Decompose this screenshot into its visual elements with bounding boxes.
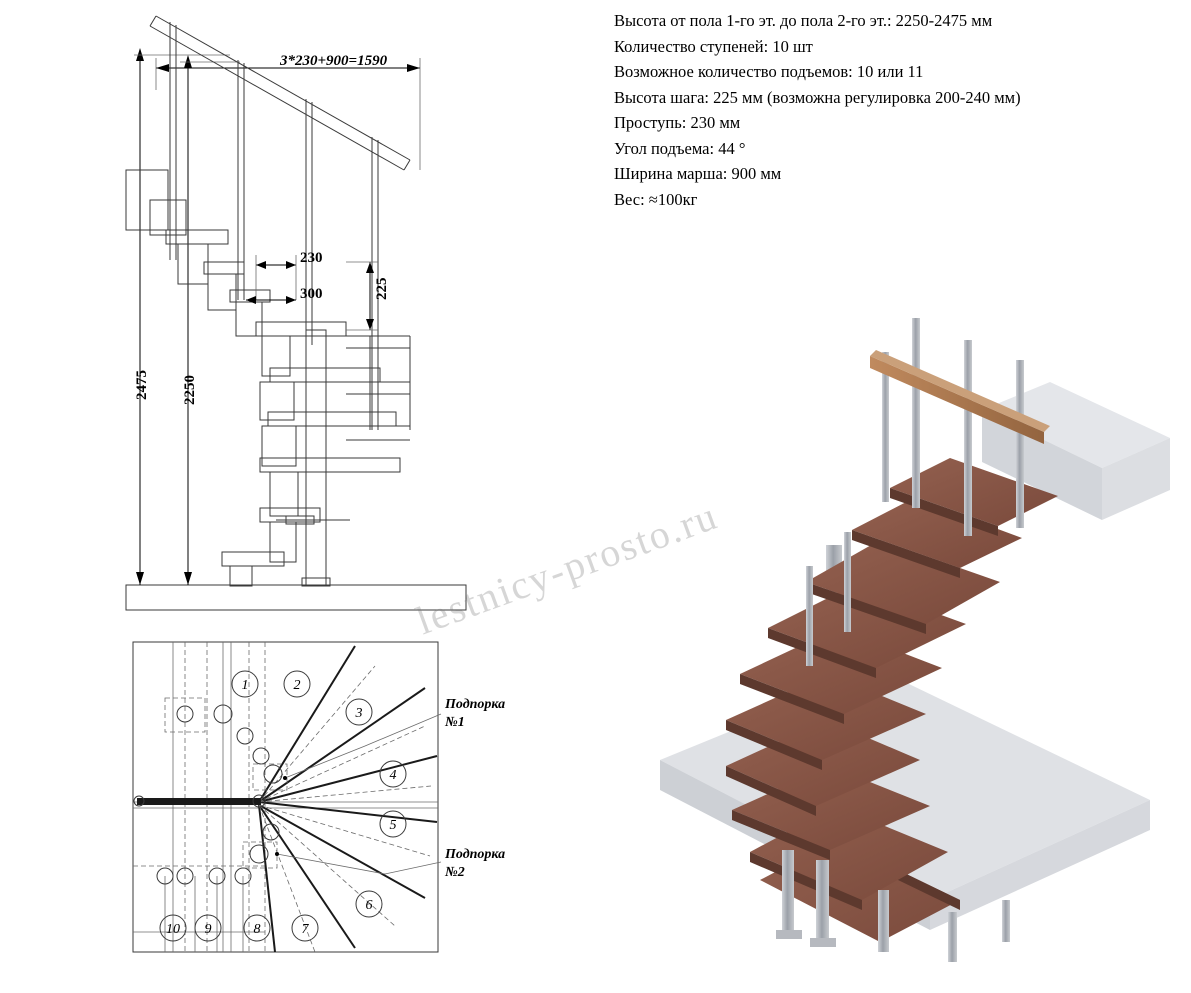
svg-text:8: 8	[253, 922, 261, 937]
dim-total-height-label: 2475	[134, 370, 150, 400]
step-bubble-4	[380, 761, 406, 787]
elevation-drawing	[110, 0, 510, 625]
step-bubble-5	[380, 811, 406, 837]
plan-frame	[133, 642, 438, 952]
svg-text:10: 10	[166, 922, 180, 937]
svg-text:Подпорка: Подпорка	[445, 847, 506, 862]
spec-line-weight: Вес: ≈100кг	[614, 189, 698, 209]
plan-node-circles	[157, 698, 287, 884]
support-callout-1	[444, 697, 505, 730]
svg-text:№2: №2	[445, 865, 465, 880]
svg-text:2: 2	[293, 678, 301, 693]
handrail	[150, 16, 410, 170]
plan-drawing	[125, 636, 555, 986]
plan-handrail	[134, 795, 265, 807]
plan-svg	[125, 636, 555, 986]
dim-step-depth-label: 300	[300, 286, 323, 302]
plan-grid	[133, 642, 438, 952]
spec-line-width: Ширина марша: 900 мм	[614, 164, 782, 183]
plan-radial-lines	[259, 646, 437, 952]
svg-text:5: 5	[389, 818, 397, 833]
dim-floor-height-label: 2250	[182, 375, 198, 405]
svg-text:Подпорка: Подпорка	[445, 697, 506, 712]
spec-line-tread: Проступь: 230 мм	[614, 113, 741, 132]
step-bubble-7	[292, 915, 318, 941]
support-callout-2	[444, 847, 505, 880]
watermark-text: lestnicy-prosto.ru	[410, 492, 724, 644]
svg-text:4: 4	[389, 768, 397, 783]
spec-line-rise-count: Возможное количество подъемов: 10 или 11	[614, 62, 924, 81]
dimension-line-top	[156, 58, 420, 170]
spec-line-floor-height: Высота от пола 1-го эт. до пола 2-го эт.: 2250-2475 мм	[614, 11, 993, 30]
spec-line-step-height: Высота шага: 225 мм (возможна регулировка 200-240 мм)	[614, 87, 1021, 107]
render-svg	[630, 200, 1190, 990]
step-bubble-6	[356, 891, 382, 917]
specification-list	[614, 8, 1174, 212]
svg-text:6: 6	[365, 898, 373, 913]
dimension-lines-vertical	[134, 48, 240, 585]
step-bubble-8	[244, 915, 270, 941]
plan-step-bubbles	[160, 671, 406, 941]
step-bubble-3	[346, 699, 372, 725]
spec-line-angle: Угол подъема: 44 °	[614, 138, 746, 158]
dim-riser-label: 225	[374, 277, 390, 300]
svg-text:№1: №1	[445, 715, 465, 730]
support-leader-lines	[275, 714, 441, 874]
spec-line-step-count: Количество ступеней: 10 шт	[614, 36, 813, 56]
svg-text:9: 9	[204, 922, 212, 937]
svg-text:1: 1	[241, 678, 249, 693]
step-bubble-1	[232, 671, 258, 697]
svg-text:3: 3	[355, 706, 363, 721]
step-profiles	[126, 170, 410, 586]
floor-slab	[126, 585, 466, 610]
dim-tread-label: 230	[300, 250, 323, 266]
stair-3d-render	[630, 200, 1190, 990]
elevation-svg	[110, 0, 510, 625]
step-bubble-2	[284, 671, 310, 697]
dim-top-label: 3*230+900=1590	[280, 53, 388, 69]
svg-text:7: 7	[301, 922, 309, 937]
